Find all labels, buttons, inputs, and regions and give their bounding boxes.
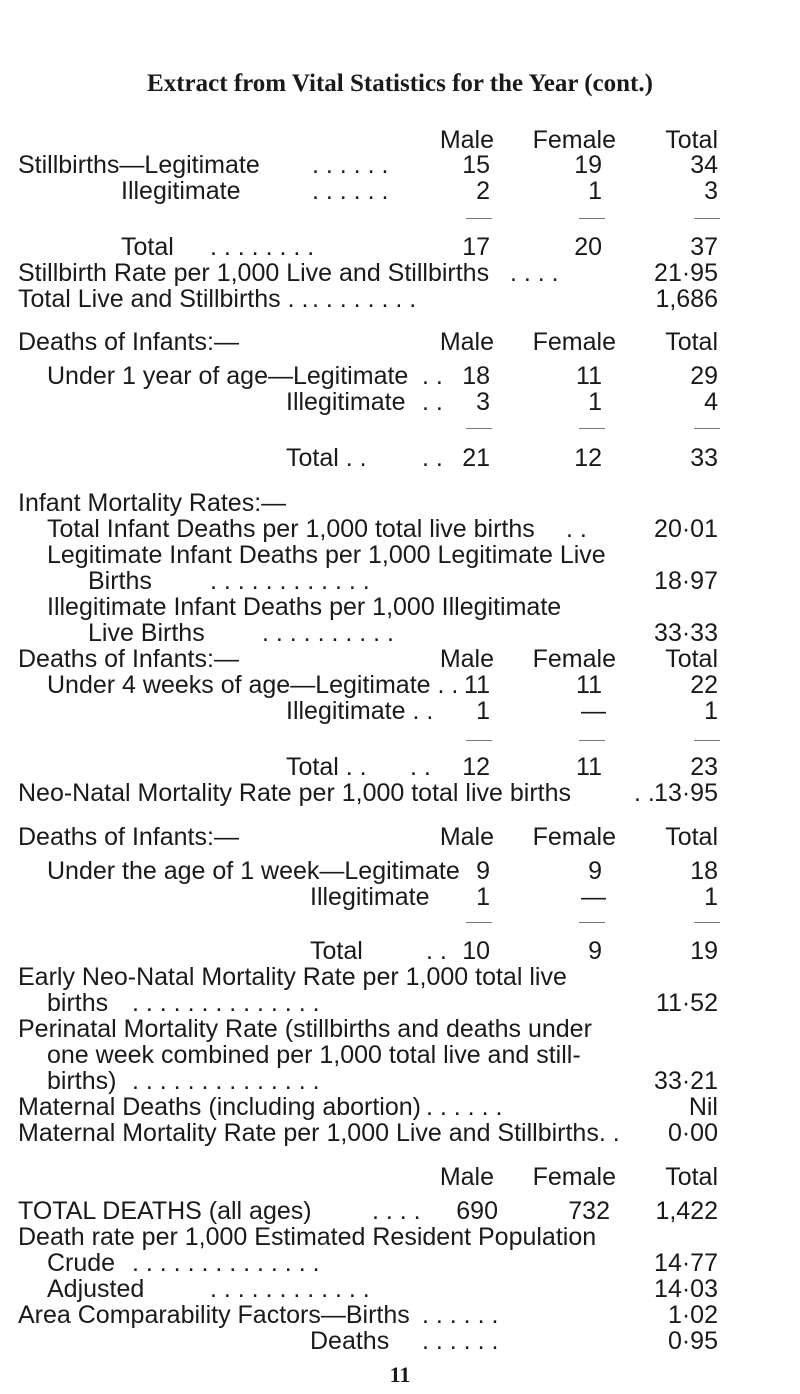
cell-male: 11 (464, 671, 490, 699)
cell-total: 1,422 (655, 1197, 718, 1225)
under-4-weeks-total-label: Total . . (286, 753, 367, 781)
acf-births-value: 1·02 (667, 1301, 718, 1329)
cell-male: 1 (476, 883, 490, 911)
cell-total: 23 (690, 753, 718, 781)
under-1-week-illegitimate-label: Illegitimate (310, 883, 430, 911)
rule (466, 218, 492, 219)
imr-legitimate-value: 18·97 (654, 567, 718, 595)
cell-female: 11 (576, 671, 602, 699)
under-1-year-total-label: Total . . (286, 444, 367, 472)
page-number: 11 (389, 1362, 411, 1387)
cell-male: 10 (462, 937, 490, 965)
leader-dots: . . . . . . (312, 177, 389, 205)
stillbirths-legitimate-label: Stillbirths—Legitimate (18, 151, 260, 179)
section-heading: Deaths of Infants:— (18, 645, 239, 673)
leader-dots: . . . . . . (422, 1327, 499, 1355)
perinatal-rate-label: Perinatal Mortality Rate (stillbirths and deaths under (18, 1015, 592, 1043)
rule (694, 740, 720, 741)
cell-total: 18 (690, 857, 718, 885)
header-male: Male (439, 823, 494, 851)
header-total: Total (665, 645, 718, 673)
stillbirths-illegitimate-label: Illegitimate (121, 177, 241, 205)
stillbirths-total-label: Total (121, 233, 174, 261)
rule (466, 922, 492, 923)
cell-female: 11 (576, 362, 602, 390)
cell-male: 3 (476, 388, 490, 416)
header-total: Total (665, 823, 718, 851)
total-live-stillbirths-label: Total Live and Stillbirths . . (18, 285, 309, 313)
header-total: Total (665, 1163, 718, 1191)
leader-dots: . . (410, 753, 431, 781)
cell-total: 4 (704, 388, 718, 416)
maternal-deaths-label: Maternal Deaths (including abortion) (18, 1093, 421, 1121)
header-total: Total (665, 328, 718, 356)
early-neo-natal-rate-label: Early Neo-Natal Mortality Rate per 1,000 total live (18, 963, 567, 991)
cell-total: 3 (704, 177, 718, 205)
cell-female: 9 (588, 937, 602, 965)
section-heading: Deaths of Infants:— (18, 823, 239, 851)
leader-dots: . . (634, 779, 655, 807)
header-female: Female (532, 126, 616, 154)
leader-dots: . . . . (510, 259, 559, 287)
cell-male: 15 (462, 151, 490, 179)
imr-illegitimate-label: Illegitimate Infant Deaths per 1,000 Illegitimate (47, 593, 562, 621)
perinatal-rate-value: 33·21 (654, 1067, 718, 1095)
cell-total: 1 (704, 697, 718, 725)
cell-female: 19 (574, 151, 602, 179)
cell-male: 1 (476, 697, 490, 725)
adjusted-rate-value: 14·03 (654, 1275, 718, 1303)
cell-female: 20 (574, 233, 602, 261)
leader-dots: . . . . . . . . . . . . . . (132, 1067, 320, 1095)
early-neo-natal-rate-label-cont: births (47, 989, 109, 1017)
rule (579, 740, 605, 741)
imr-legitimate-label-cont: Births (88, 567, 152, 595)
rule (579, 428, 605, 429)
header-male: Male (439, 645, 494, 673)
page-title: Extract from Vital Statistics for the Year (cont.) (147, 70, 653, 97)
cell-male: 12 (462, 753, 490, 781)
header-female: Female (532, 1163, 616, 1191)
under-1-week-legitimate-label: Under the age of 1 week—Legitimate (47, 857, 460, 885)
header-male: Male (439, 126, 494, 154)
leader-dots: . . . . . . . . (210, 233, 315, 261)
acf-deaths-value: 0·95 (667, 1327, 718, 1355)
cell-total: 19 (690, 937, 718, 965)
leader-dots: . . . . . . (426, 1093, 503, 1121)
cell-female: 732 (568, 1197, 610, 1225)
cell-male: 690 (456, 1197, 498, 1225)
cell-female: 9 (588, 857, 602, 885)
early-neo-natal-rate-value: 11·52 (655, 989, 718, 1017)
cell-male: 21 (462, 444, 490, 472)
header-female: Female (532, 823, 616, 851)
leader-dots: . . . . . . (312, 151, 389, 179)
rule (579, 922, 605, 923)
stillbirth-rate-value: 21·95 (654, 259, 718, 287)
leader-dots: . . (566, 515, 587, 543)
rule (579, 218, 605, 219)
imr-illegitimate-value: 33·33 (654, 619, 718, 647)
under-1-week-total-label: Total (310, 937, 363, 965)
header-female: Female (532, 645, 616, 673)
rule (466, 740, 492, 741)
adjusted-rate-label: Adjusted (47, 1275, 145, 1303)
cell-male: 17 (462, 233, 490, 261)
leader-dots: . . . . . . . . . . . . (210, 1275, 370, 1303)
total-deaths-label: TOTAL DEATHS (all ages) (18, 1197, 312, 1225)
cell-female: 11 (576, 753, 602, 781)
neo-natal-rate-value: 13·95 (654, 779, 718, 807)
cell-female: 12 (574, 444, 602, 472)
leader-dots: . . . . . . . . . . (262, 619, 394, 647)
header-total: Total (665, 126, 718, 154)
acf-births-label: Area Comparability Factors—Births (18, 1301, 410, 1329)
neo-natal-rate-label: Neo-Natal Mortality Rate per 1,000 total live births (18, 779, 572, 807)
crude-rate-value: 14·77 (654, 1249, 718, 1277)
cell-male: 2 (476, 177, 490, 205)
stillbirth-rate-label: Stillbirth Rate per 1,000 Live and Stillbirths (18, 259, 490, 287)
imr-total-label: Total Infant Deaths per 1,000 total live births (47, 515, 535, 543)
imr-total-value: 20·01 (654, 515, 718, 543)
cell-total: 1 (704, 883, 718, 911)
leader-dots: . . . . . . (422, 1301, 499, 1329)
maternal-mortality-rate-label: Maternal Mortality Rate per 1,000 Live and Stillbirths. . (18, 1119, 620, 1147)
under-4-weeks-legitimate-label: Under 4 weeks of age—Legitimate . . (47, 671, 459, 699)
under-1-year-illegitimate-label: Illegitimate (286, 388, 406, 416)
acf-deaths-label: Deaths (310, 1327, 390, 1355)
maternal-mortality-rate-value: 0·00 (667, 1119, 718, 1147)
death-rate-heading: Death rate per 1,000 Estimated Resident Population (18, 1223, 597, 1251)
leader-dots: . . . . . . . . . . . . . . (132, 1249, 320, 1277)
leader-dots: . . (426, 937, 447, 965)
maternal-deaths-value: Nil (688, 1093, 718, 1121)
perinatal-rate-label-cont: births) (47, 1067, 117, 1095)
section-heading: Deaths of Infants:— (18, 328, 239, 356)
imr-illegitimate-label-cont: Live Births (88, 619, 205, 647)
imr-legitimate-label: Legitimate Infant Deaths per 1,000 Legitimate Live (47, 541, 606, 569)
cell-female: — (581, 697, 606, 725)
cell-male: 9 (476, 857, 490, 885)
rule (694, 922, 720, 923)
cell-female: 1 (588, 177, 602, 205)
total-live-stillbirths-value: 1,686 (655, 285, 718, 313)
cell-total: 37 (690, 233, 718, 261)
crude-rate-label: Crude (47, 1249, 116, 1277)
header-male: Male (439, 328, 494, 356)
section-heading: Infant Mortality Rates:— (18, 489, 287, 517)
leader-dots: . . (422, 388, 443, 416)
perinatal-rate-label-cont: one week combined per 1,000 total live and still- (47, 1041, 581, 1069)
leader-dots: . . . . (372, 1197, 421, 1225)
header-male: Male (439, 1163, 494, 1191)
header-female: Female (532, 328, 616, 356)
under-1-year-legitimate-label: Under 1 year of age—Legitimate (47, 362, 409, 390)
leader-dots: . . . . . . . . . . . . (210, 567, 370, 595)
leader-dots: . . (422, 362, 443, 390)
leader-dots: . . . . . . . . (312, 285, 417, 313)
cell-total: 33 (690, 444, 718, 472)
cell-total: 29 (690, 362, 718, 390)
leader-dots: . . (422, 444, 443, 472)
cell-male: 18 (462, 362, 490, 390)
cell-total: 22 (690, 671, 718, 699)
leader-dots: . . . . . . . . . . . . . . (132, 989, 320, 1017)
cell-female: 1 (588, 388, 602, 416)
under-4-weeks-illegitimate-label: Illegitimate . . (286, 697, 434, 725)
rule (694, 428, 720, 429)
rule (466, 428, 492, 429)
cell-total: 34 (690, 151, 718, 179)
rule (694, 218, 720, 219)
cell-female: — (581, 883, 606, 911)
